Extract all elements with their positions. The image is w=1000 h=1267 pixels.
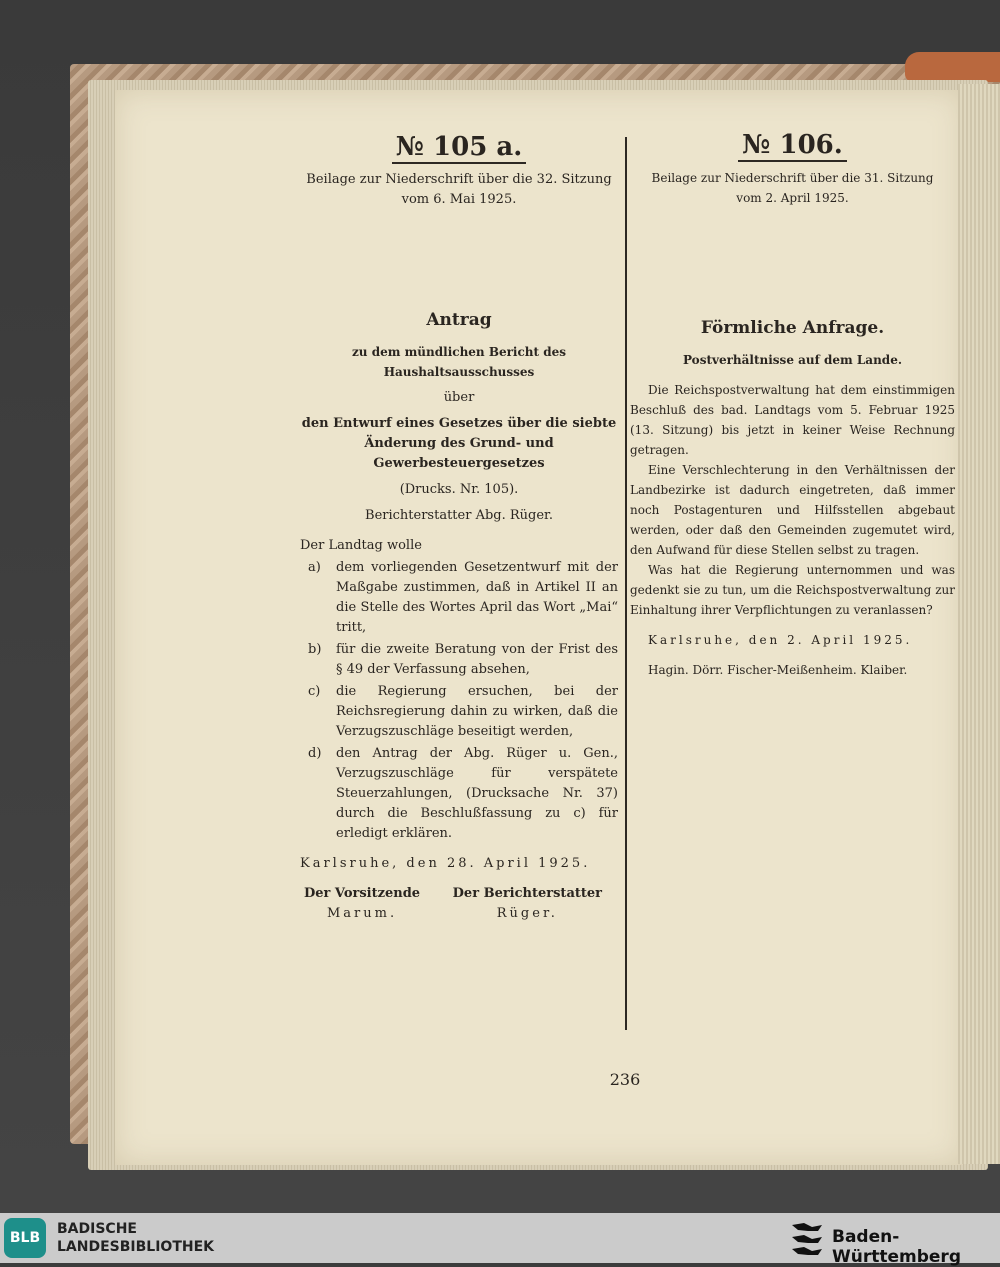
subtitle-line-2: vom 6. Mai 1925. — [401, 192, 517, 207]
list-item-label: d) — [308, 746, 322, 761]
document-number-left: № 105 a. — [300, 130, 618, 164]
list-item — [300, 640, 618, 680]
subtitle-line-1: Beilage zur Niederschrift über die 31. Sitzung — [651, 171, 934, 185]
subtitle-line-1: Beilage zur Niederschrift über die 32. Sitzung — [306, 172, 612, 187]
subject-line: den Entwurf eines Gesetzes über die siebte Änderung des Grund- und Gewerbesteuergesetzes — [301, 416, 617, 471]
paragraph: Die Reichspostverwaltung hat dem einstimmigen Beschluß des bad. Landtags vom 5. Februar 1925 (13. Sitzung) bis jetzt in keiner Weise Rechnung getragen. — [630, 383, 955, 457]
blb-logo-icon[interactable]: BLB — [4, 1218, 46, 1258]
book-spine-tape — [905, 52, 1000, 82]
signature-block — [300, 884, 618, 924]
paragraph: Was hat die Regierung unternommen und was gedenkt sie zu tun, um die Reichspostverwaltung zur Einhaltung ihrer Verpflichtungen zu veranlassen? — [630, 563, 955, 617]
document-number-right: № 106. — [630, 128, 955, 162]
page-number: 236 — [609, 1070, 641, 1089]
list-item-label: b) — [308, 642, 322, 657]
right-page-edge — [958, 84, 1000, 1164]
ueber-line: über — [443, 390, 475, 405]
signature-chair-title: Der Vorsitzende — [304, 886, 421, 901]
list-item — [300, 682, 618, 742]
signature-reporter-title: Der Berichterstatter — [452, 886, 602, 901]
subtitle-line-2: vom 2. April 1925. — [736, 191, 849, 205]
list-item-label: a) — [308, 560, 321, 575]
place-date-right: Karlsruhe, den 2. April 1925. — [648, 633, 913, 647]
state-name[interactable]: Baden-Württemberg — [832, 1227, 961, 1267]
coat-of-arms-icon — [790, 1219, 824, 1257]
right-column — [630, 128, 955, 680]
list-item — [300, 744, 618, 844]
list-item-text: den Antrag der Abg. Rüger u. Gen., Verzugszuschläge für verspätete Steuerzahlungen, (Drucksache Nr. 37) durch die Beschlußfassung zu c) für erledigt erklären. — [336, 746, 618, 841]
heading-anfrage: Förmliche Anfrage. — [700, 318, 885, 338]
signature-reporter-name: Rüger. — [496, 906, 558, 921]
signature-chair-name: Marum. — [326, 906, 398, 921]
subheading: Postverhältnisse auf dem Lande. — [682, 353, 903, 367]
left-column — [300, 130, 618, 924]
place-date-left: Karlsruhe, den 28. April 1925. — [300, 856, 591, 871]
list-item — [300, 558, 618, 638]
list-item-text: für die zweite Beratung von der Frist des § 49 der Verfassung absehen, — [336, 642, 618, 677]
signature-reporter — [453, 884, 602, 924]
reporter-line: Berichterstatter Abg. Rüger. — [365, 508, 553, 523]
list-item-label: c) — [308, 684, 321, 699]
intro-line: zu dem mündlichen Bericht des Haushaltsausschusses — [351, 345, 567, 379]
library-name-line-2: LANDESBIBLIOTHEK — [57, 1239, 215, 1255]
column-divider — [625, 137, 627, 1030]
signatories: Hagin. Dörr. Fischer-Meißenheim. Klaiber. — [648, 663, 908, 677]
library-name-line-1: BADISCHE — [57, 1221, 137, 1237]
heading-antrag: Antrag — [426, 310, 492, 330]
signature-chair — [304, 884, 420, 924]
resolution-intro: Der Landtag wolle — [300, 538, 422, 553]
drucksache-line: (Drucks. Nr. 105). — [399, 482, 519, 497]
list-item-text: dem vorliegenden Gesetzentwurf mit der Maßgabe zustimmen, daß in Artikel II an die Stelle des Wortes April das Wort „Mai“ tritt, — [336, 560, 618, 635]
footer-bar — [0, 1213, 1000, 1267]
list-item-text: die Regierung ersuchen, bei der Reichsregierung dahin zu wirken, daß die Verzugszuschläge beseitigt werden, — [336, 684, 618, 739]
paragraph: Eine Verschlechterung in den Verhältnissen der Landbezirke ist dadurch eingetreten, daß immer noch Postagenturen und Hilfsstellen abgebaut werden, oder daß den Gemeinden zugemutet wird, den Aufwand für diese Stellen selbst zu tragen. — [630, 463, 955, 557]
library-name[interactable] — [57, 1220, 214, 1256]
